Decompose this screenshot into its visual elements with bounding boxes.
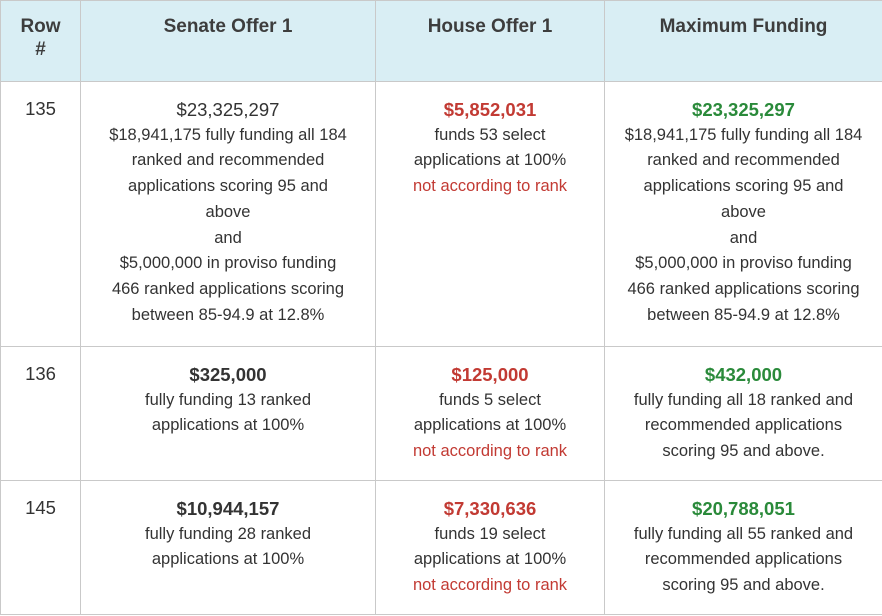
- max-funding-cell: [605, 82, 882, 347]
- senate-detail-line: applications at 100%: [151, 416, 305, 435]
- house-offer-cell: [376, 481, 605, 615]
- senate-detail-line: 466 ranked applications scoring: [111, 279, 345, 298]
- row-number: 136: [25, 363, 56, 384]
- house-detail-line: applications at 100%: [413, 550, 567, 569]
- row-number-cell: [1, 481, 81, 615]
- row-number-cell: [1, 347, 81, 481]
- row-number: 145: [25, 497, 56, 518]
- table-row: [1, 481, 882, 615]
- senate-offer-cell: [81, 347, 376, 481]
- max-detail-line: between 85-94.9 at 12.8%: [647, 305, 840, 324]
- senate-offer-cell: [81, 481, 376, 615]
- house-detail-line: funds 19 select: [434, 524, 546, 543]
- senate-detail-line: fully funding 28 ranked: [144, 524, 312, 543]
- house-amount: $125,000: [451, 364, 529, 385]
- senate-detail-line: between 85-94.9 at 12.8%: [131, 305, 325, 324]
- max-amount: $20,788,051: [692, 498, 795, 519]
- max-funding-cell: [605, 347, 882, 481]
- house-offer-cell: [376, 82, 605, 347]
- max-detail-line: applications scoring 95 and: [643, 177, 844, 196]
- row-number-cell: [1, 82, 81, 347]
- header-house-offer: House Offer 1: [376, 1, 605, 82]
- house-rank-note: not according to rank: [412, 177, 568, 196]
- senate-detail-line: $5,000,000 in proviso funding: [119, 254, 337, 273]
- house-offer-cell: [376, 347, 605, 481]
- max-detail-line: ranked and recommended: [647, 151, 840, 170]
- header-maximum-funding: Maximum Funding: [605, 1, 882, 82]
- max-detail-line: 466 ranked applications scoring: [627, 279, 860, 298]
- max-detail-line: fully funding all 55 ranked and: [633, 524, 854, 543]
- max-detail-line: $5,000,000 in proviso funding: [635, 254, 852, 273]
- senate-detail-line: $18,941,175 fully funding all 184: [109, 125, 347, 144]
- max-amount: $23,325,297: [692, 99, 795, 120]
- house-detail-line: funds 53 select: [434, 125, 546, 144]
- header-row: [1, 1, 882, 82]
- senate-offer-cell: [81, 82, 376, 347]
- senate-detail-line: applications at 100%: [151, 550, 305, 569]
- senate-detail-line: ranked and recommended: [131, 151, 325, 170]
- senate-detail-line: fully funding 13 ranked: [144, 390, 312, 409]
- house-rank-note: not according to rank: [412, 576, 568, 595]
- house-detail-line: funds 5 select: [439, 390, 541, 409]
- row-number: 135: [25, 98, 56, 119]
- header-senate-offer: Senate Offer 1: [81, 1, 376, 82]
- max-funding-cell: [605, 481, 882, 615]
- max-detail-line: scoring 95 and above.: [662, 576, 825, 595]
- max-detail-line: above: [721, 202, 766, 221]
- max-detail-line: fully funding all 18 ranked and: [633, 390, 854, 409]
- max-detail-line: scoring 95 and above.: [662, 442, 825, 461]
- house-amount: $7,330,636: [443, 498, 537, 519]
- senate-detail-line: applications scoring 95 and: [128, 177, 328, 196]
- max-detail-line: recommended applications: [644, 550, 843, 569]
- senate-detail-line: above: [205, 202, 251, 221]
- house-detail-line: applications at 100%: [413, 151, 567, 170]
- house-amount: $5,852,031: [443, 99, 537, 120]
- max-detail-line: and: [729, 228, 758, 247]
- max-amount: $432,000: [704, 364, 783, 385]
- house-rank-note: not according to rank: [412, 442, 568, 461]
- senate-amount: $23,325,297: [176, 99, 280, 120]
- house-detail-line: applications at 100%: [413, 416, 567, 435]
- table-row: [1, 347, 882, 481]
- senate-amount: $325,000: [189, 364, 267, 385]
- header-row-number: Row #: [1, 1, 81, 82]
- senate-detail-line: and: [214, 228, 242, 247]
- max-detail-line: recommended applications: [644, 416, 843, 435]
- senate-amount: $10,944,157: [176, 498, 280, 519]
- table-row: [1, 82, 882, 347]
- max-detail-line: $18,941,175 fully funding all 184: [624, 125, 863, 144]
